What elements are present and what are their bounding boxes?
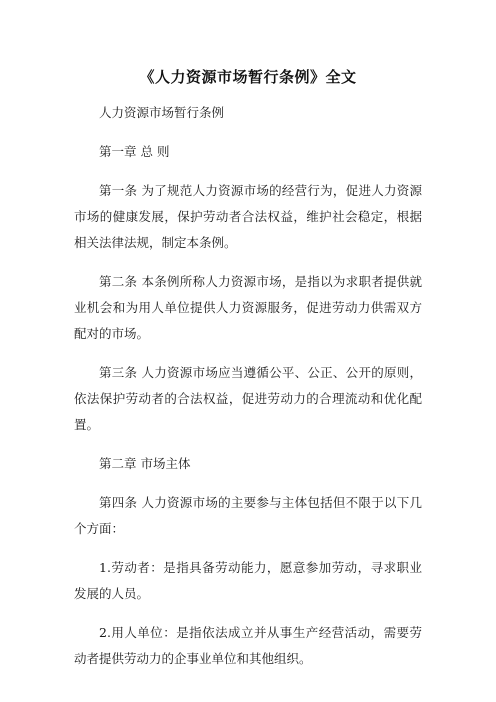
list-item: 2.用人单位：是指依法成立并从事生产经营活动，需要劳动者提供劳动力的企事业单位和其他组织。 [74,625,422,666]
document-title: 《人力资源市场暂行条例》全文 [139,68,357,86]
document-body [74,100,422,685]
chapter-heading: 第二章 市场主体 [99,456,191,471]
list-item: 1.劳动者：是指具备劳动能力，愿意参加劳动，寻求职业发展的人员。 [74,560,422,601]
article-paragraph: 第一条 为了规范人力资源市场的经营行为，促进人力资源市场的健康发展，保护劳动者合法权益，维护社会稳定，根据相关法律法规，制定本条例。 [74,183,422,250]
article-paragraph: 第二条 本条例所称人力资源市场，是指以为求职者提供就业机会和为用人单位提供人力资源服务，促进劳动力供需双方配对的市场。 [74,274,422,341]
chapter-heading: 第一章 总 则 [99,144,170,159]
article-paragraph: 第三条 人力资源市场应当遵循公平、公正、公开的原则，依法保护劳动者的合法权益，促进劳动力的合理流动和优化配置。 [74,365,422,432]
article-paragraph: 第四条 人力资源市场的主要参与主体包括但不限于以下几个方面： [74,495,422,536]
document-subtitle: 人力资源市场暂行条例 [99,105,225,120]
